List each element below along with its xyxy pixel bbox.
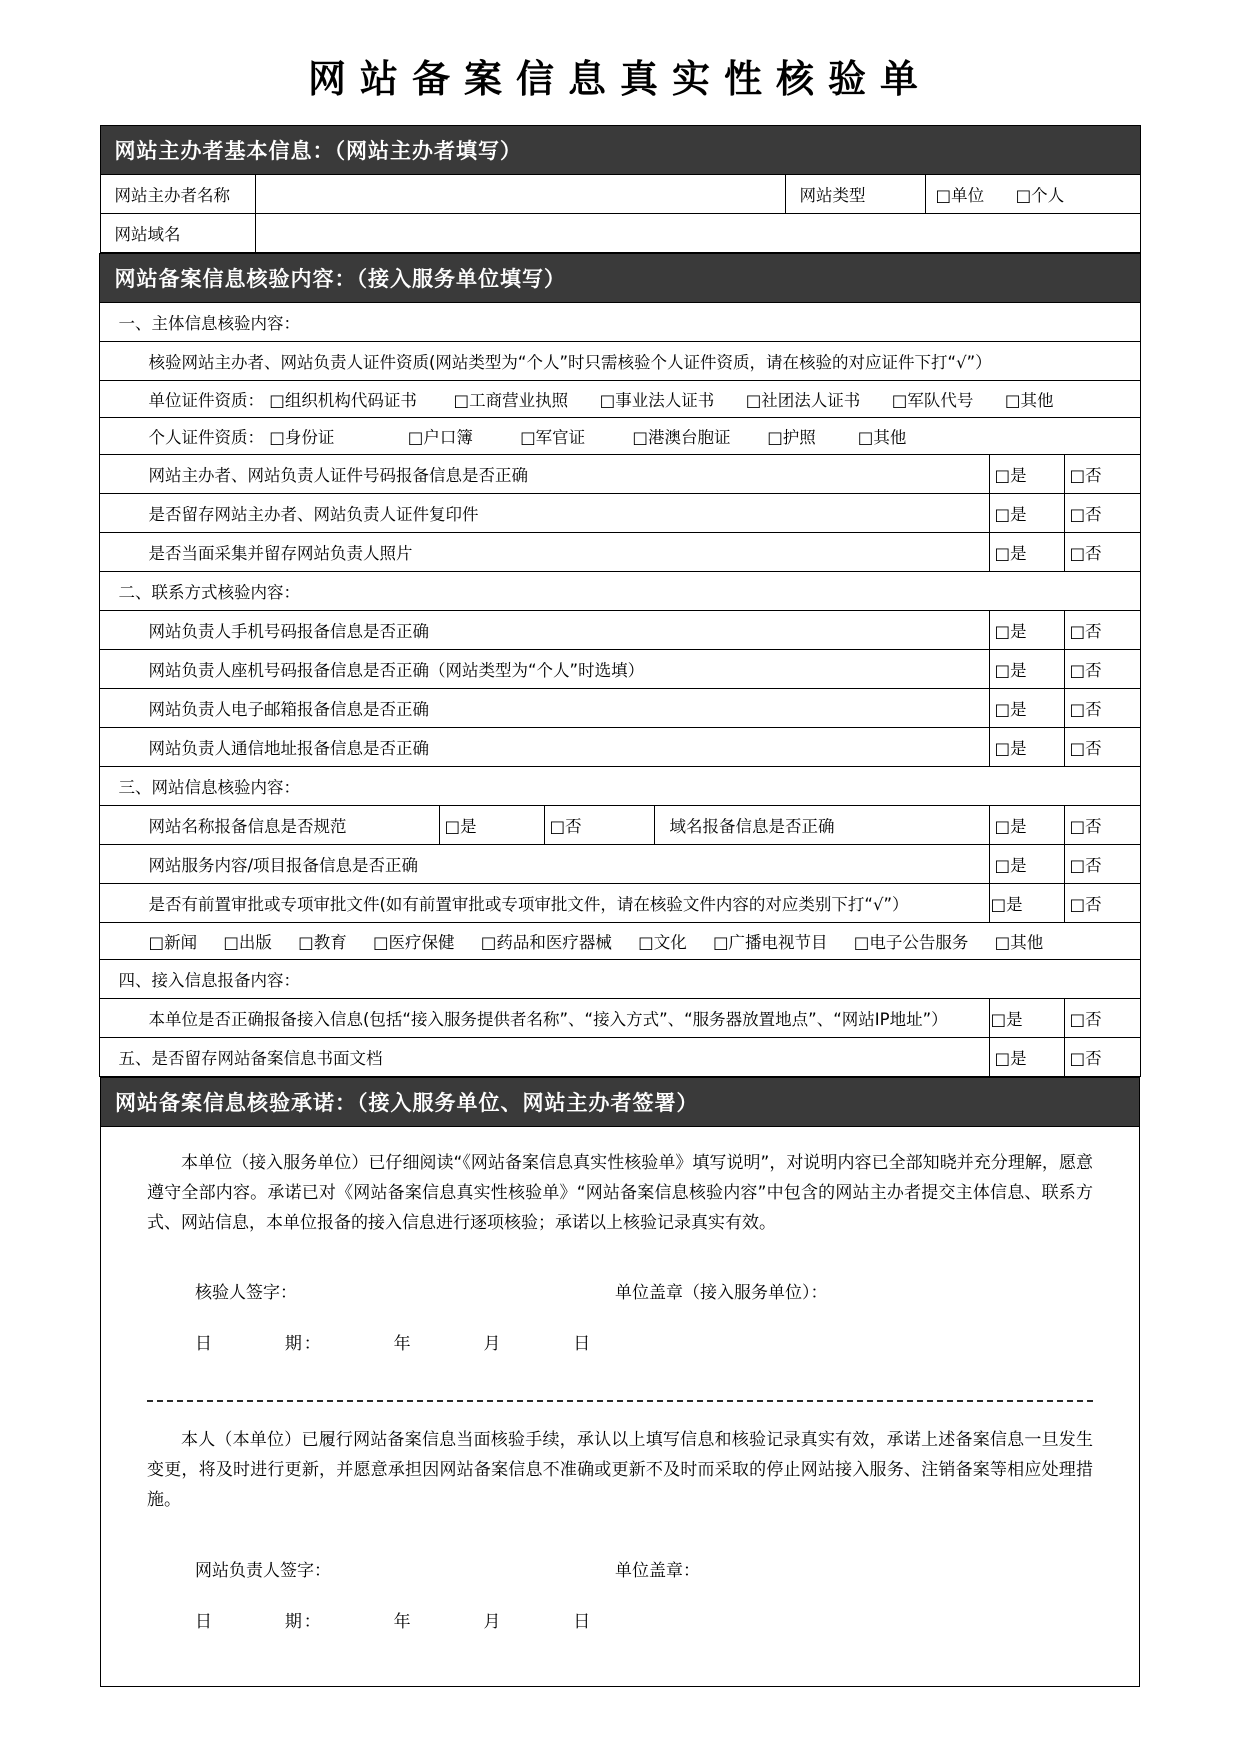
- date-month-1: 月: [483, 1334, 503, 1355]
- date-year-1: 年: [393, 1334, 413, 1355]
- section-band-verification: 网站备案信息核验内容：（接入服务单位填写）: [100, 254, 1140, 303]
- checkbox-address-yes[interactable]: □是: [990, 728, 1065, 767]
- promise-paragraph-sponsor: 本人（本单位）已履行网站备案信息当面核验手续，承认以上填写信息和核验记录真实有效，承诺上述备案信息一旦发生变更，将及时进行更新，并愿意承担因网站备案信息不准确或更新不及时而采取的停止网站接入服务、注销备案等相应处理措施。: [147, 1430, 1093, 1510]
- section-band-sponsor: 网站主办者基本信息：（网站主办者填写）: [100, 126, 1140, 175]
- date-month-2: 月: [483, 1611, 503, 1632]
- table-row: [100, 381, 1140, 418]
- checkbox-social-org-cert[interactable]: □社团法人证书: [745, 391, 861, 410]
- checkbox-category-healthcare[interactable]: □医疗保健: [372, 933, 455, 952]
- label-sponsor-name: 网站主办者名称: [100, 175, 255, 214]
- checkbox-mobile-no[interactable]: □否: [1065, 611, 1140, 650]
- checkbox-military-code[interactable]: □军队代号: [891, 391, 974, 410]
- subsection-title-contact: 二、联系方式核验内容：: [100, 572, 1140, 611]
- date-label-period-1: 期：: [284, 1334, 323, 1355]
- date-label-period-2: 期：: [284, 1611, 323, 1632]
- table-row: [100, 214, 1140, 253]
- checkbox-preapproval-no[interactable]: □否: [1065, 884, 1140, 923]
- unit-cert-row: [100, 381, 1140, 418]
- checkbox-photo-yes[interactable]: □是: [990, 533, 1065, 572]
- check-item-preapproval: 是否有前置审批或专项审批文件(如有前置审批或专项审批文件，请在核验文件内容的对应类别下打“√”）: [100, 884, 990, 923]
- label-site-manager-signature[interactable]: 网站负责人签字：: [195, 1560, 331, 1581]
- check-item-address: 网站负责人通信地址报备信息是否正确: [100, 728, 990, 767]
- table-row: [100, 728, 1140, 767]
- checkbox-email-no[interactable]: □否: [1065, 689, 1140, 728]
- date-row-sponsor[interactable]: [147, 1607, 1093, 1632]
- label-provider-seal[interactable]: 单位盖章（接入服务单位）：: [615, 1283, 828, 1304]
- signature-row-verifier: [147, 1278, 1093, 1303]
- note-cert-verify: 核验网站主办者、网站负责人证件资质(网站类型为“个人”时只需核验个人证件资质，请在核验的对应证件下打“√”）: [100, 342, 1140, 381]
- table-row: [100, 1038, 1140, 1077]
- table-row: [100, 342, 1140, 381]
- check-item-access-info: 本单位是否正确报备接入信息(包括“接入服务提供者名称”、“接入方式”、“服务器放置地点”、“网站IP地址”）: [100, 999, 990, 1038]
- check-item-service-content: 网站服务内容/项目报备信息是否正确: [100, 845, 990, 884]
- label-sponsor-seal[interactable]: 单位盖章：: [615, 1560, 700, 1581]
- date-label-day-1: 日: [195, 1334, 214, 1355]
- checkbox-mobile-yes[interactable]: □是: [990, 611, 1065, 650]
- input-sponsor-name[interactable]: [255, 175, 785, 214]
- checkbox-landline-yes[interactable]: □是: [990, 650, 1065, 689]
- date-day-2: 日: [573, 1611, 593, 1632]
- table-row: [100, 303, 1140, 342]
- checkbox-site-name-yes[interactable]: □是: [440, 806, 545, 845]
- checkbox-cert-number-yes[interactable]: □是: [990, 455, 1065, 494]
- checkbox-household-register[interactable]: □户口簿: [407, 428, 473, 447]
- checkbox-preapproval-yes[interactable]: □是: [990, 884, 1065, 923]
- checkbox-site-name-no[interactable]: □否: [545, 806, 655, 845]
- checkbox-org-code-cert[interactable]: □组织机构代码证书: [269, 391, 417, 410]
- date-label-day-2: 日: [195, 1611, 214, 1632]
- label-site-type: 网站类型: [785, 175, 925, 214]
- band-row-sponsor: [100, 126, 1140, 175]
- label-verifier-signature[interactable]: 核验人签字：: [195, 1283, 297, 1304]
- checkbox-domain-no[interactable]: □否: [1065, 806, 1140, 845]
- date-row-verifier[interactable]: [147, 1329, 1093, 1354]
- subsection-title-archive-doc: 五、是否留存网站备案信息书面文档: [100, 1038, 990, 1077]
- check-item-landline: 网站负责人座机号码报备信息是否正确（网站类型为“个人”时选填）: [100, 650, 990, 689]
- checkbox-officer-cert[interactable]: □军官证: [520, 428, 586, 447]
- signature-row-sponsor: [147, 1556, 1093, 1581]
- table-row: [100, 845, 1140, 884]
- checkbox-address-no[interactable]: □否: [1065, 728, 1140, 767]
- band-row-promise: [101, 1078, 1140, 1127]
- checkbox-archive-doc-no[interactable]: □否: [1065, 1038, 1140, 1077]
- checkbox-category-education[interactable]: □教育: [298, 933, 347, 952]
- checkbox-category-bbs[interactable]: □电子公告服务: [853, 933, 969, 952]
- checkbox-archive-doc-yes[interactable]: □是: [990, 1038, 1065, 1077]
- sponsor-basic-info-table: [100, 125, 1141, 253]
- table-row: [100, 572, 1140, 611]
- label-person-cert: 个人证件资质：: [148, 428, 264, 447]
- promise-paragraph-provider: 本单位（接入服务单位）已仔细阅读“《网站备案信息真实性核验单》填写说明”，对说明内容已全部知晓并充分理解，愿意遵守全部内容。承诺已对《网站备案信息真实性核验单》“网站备案信息核验内容”中包含的网站主办者提交主体信息、联系方式、网站信息，本单位报备的接入信息进行逐项核验；承诺以上核验记录真实有效。: [147, 1153, 1093, 1233]
- promise-band-table: [100, 1077, 1140, 1127]
- checkbox-hmt-resident-cert[interactable]: □港澳台胞证: [632, 428, 731, 447]
- checkbox-site-type-person[interactable]: □个人: [1015, 186, 1065, 205]
- check-item-mobile: 网站负责人手机号码报备信息是否正确: [100, 611, 990, 650]
- table-row: [100, 923, 1140, 960]
- subsection-title-access-info: 四、接入信息报备内容：: [100, 960, 1140, 999]
- label-domain-name: 网站域名: [100, 214, 255, 253]
- check-item-cert-number: 网站主办者、网站负责人证件号码报备信息是否正确: [100, 455, 990, 494]
- checkbox-service-content-yes[interactable]: □是: [990, 845, 1065, 884]
- checkbox-category-other[interactable]: □其他: [994, 933, 1044, 952]
- band-row-verification: [100, 254, 1140, 303]
- checkbox-id-card[interactable]: □身份证: [269, 428, 335, 447]
- subsection-title-site-info: 三、网站信息核验内容：: [100, 767, 1140, 806]
- checkbox-institution-cert[interactable]: □事业法人证书: [599, 391, 715, 410]
- verification-content-table: [99, 253, 1140, 1077]
- checkbox-category-publishing[interactable]: □出版: [223, 933, 272, 952]
- checkbox-domain-yes[interactable]: □是: [990, 806, 1065, 845]
- check-item-email: 网站负责人电子邮箱报备信息是否正确: [100, 689, 990, 728]
- checkbox-landline-no[interactable]: □否: [1065, 650, 1140, 689]
- checkbox-category-broadcast[interactable]: □广播电视节目: [712, 933, 828, 952]
- date-day-1: 日: [573, 1334, 593, 1355]
- table-row: [100, 175, 1140, 214]
- check-item-photo: 是否当面采集并留存网站负责人照片: [100, 533, 990, 572]
- table-row: [100, 650, 1140, 689]
- checkbox-person-other[interactable]: □其他: [857, 428, 907, 447]
- site-type-options: [925, 175, 1140, 214]
- table-row: [100, 689, 1140, 728]
- checkbox-business-license[interactable]: □工商营业执照: [453, 391, 569, 410]
- section-band-promise: 网站备案信息核验承诺：（接入服务单位、网站主办者签署）: [101, 1078, 1140, 1127]
- input-domain-name[interactable]: [255, 214, 1140, 253]
- checkbox-service-content-no[interactable]: □否: [1065, 845, 1140, 884]
- checkbox-cert-copy-no[interactable]: □否: [1065, 494, 1140, 533]
- table-row: [100, 494, 1140, 533]
- checkbox-cert-copy-yes[interactable]: □是: [990, 494, 1065, 533]
- preapproval-categories: [100, 923, 1140, 960]
- person-cert-row: [100, 418, 1140, 455]
- checkbox-unit-other[interactable]: □其他: [1004, 391, 1054, 410]
- checkbox-category-drugs-devices[interactable]: □药品和医疗器械: [480, 933, 612, 952]
- divider-dashed: [147, 1400, 1093, 1402]
- check-item-cert-copy: 是否留存网站主办者、网站负责人证件复印件: [100, 494, 990, 533]
- table-row: [100, 884, 1140, 923]
- table-row: [100, 806, 1140, 845]
- table-row: [100, 767, 1140, 806]
- table-row: [100, 960, 1140, 999]
- checkbox-category-culture[interactable]: □文化: [638, 933, 687, 952]
- checkbox-access-info-no[interactable]: □否: [1065, 999, 1140, 1038]
- date-year-2: 年: [393, 1611, 413, 1632]
- checkbox-category-news[interactable]: □新闻: [148, 933, 198, 952]
- checkbox-access-info-yes[interactable]: □是: [990, 999, 1065, 1038]
- table-row: [100, 455, 1140, 494]
- check-item-site-name: 网站名称报备信息是否规范: [100, 806, 440, 845]
- table-row: [100, 999, 1140, 1038]
- promise-block: [100, 1127, 1140, 1687]
- table-row: [100, 611, 1140, 650]
- page-title: 网站备案信息真实性核验单: [307, 56, 932, 101]
- check-item-domain: 域名报备信息是否正确: [655, 806, 990, 845]
- subsection-title-subject: 一、主体信息核验内容：: [100, 303, 1140, 342]
- table-row: [100, 418, 1140, 455]
- checkbox-passport[interactable]: □护照: [767, 428, 816, 447]
- checkbox-photo-no[interactable]: □否: [1065, 533, 1140, 572]
- table-row: [100, 533, 1140, 572]
- label-unit-cert: 单位证件资质：: [148, 391, 264, 410]
- checkbox-site-type-unit[interactable]: □单位: [935, 186, 985, 205]
- checkbox-email-yes[interactable]: □是: [990, 689, 1065, 728]
- checkbox-cert-number-no[interactable]: □否: [1065, 455, 1140, 494]
